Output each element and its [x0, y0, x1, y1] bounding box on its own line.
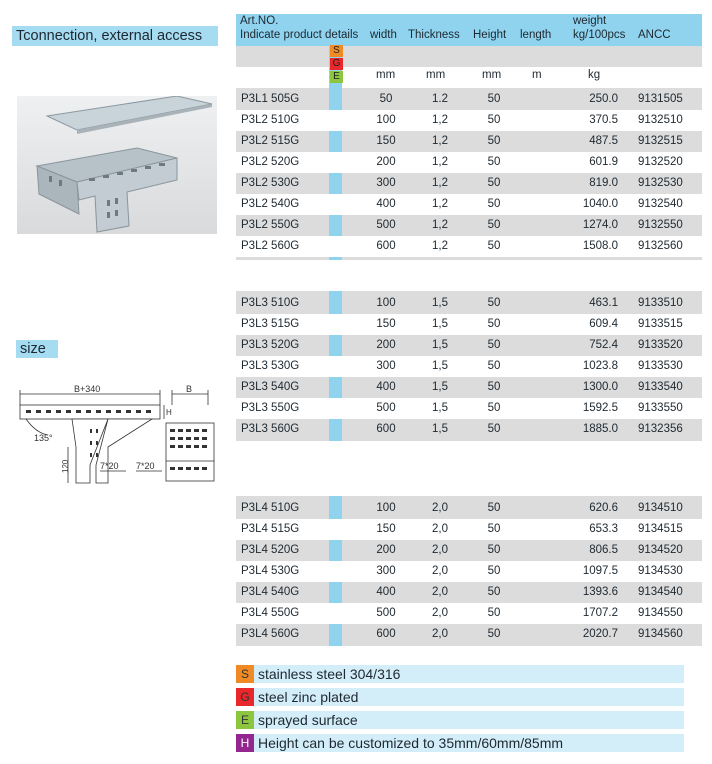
cell-width: 150: [376, 523, 396, 535]
cell-weight: 1885.0: [582, 423, 618, 435]
cell-weight: 250.0: [589, 93, 618, 105]
cell-art: P3L1 505G: [241, 93, 300, 105]
legend-item-s: [236, 665, 684, 683]
cell-ancc: 9134540: [638, 586, 683, 598]
table-row: [236, 236, 702, 257]
header-length: length: [520, 29, 552, 41]
cell-thickness: 1,5: [432, 423, 448, 435]
cell-width: 500: [376, 607, 396, 619]
cell-art: P3L2 540G: [241, 198, 300, 210]
table-row: [236, 293, 702, 314]
cell-art: P3L4 530G: [241, 565, 300, 577]
cell-ancc: 9132560: [638, 240, 683, 252]
cell-ancc: 9134560: [638, 628, 683, 640]
cell-height: 50: [487, 93, 501, 105]
cell-width: 300: [376, 565, 396, 577]
technical-drawing: [12, 385, 227, 495]
cell-height: 50: [487, 177, 501, 189]
table-row: [236, 194, 702, 215]
cell-thickness: 1,2: [432, 156, 448, 168]
table-row: [236, 152, 702, 173]
cell-art: P3L3 510G: [241, 297, 300, 309]
table-header: [236, 14, 702, 46]
cell-height: 50: [487, 135, 501, 147]
cell-width: 600: [376, 240, 396, 252]
dim-b-label: B: [186, 385, 193, 394]
table-row: [236, 215, 702, 236]
cell-ancc: 9133510: [638, 297, 683, 309]
cell-art: P3L3 520G: [241, 339, 300, 351]
table-row: [236, 519, 702, 540]
table-row: [236, 314, 702, 335]
cell-thickness: 1,5: [432, 381, 448, 393]
cell-height: 50: [487, 402, 501, 414]
cell-weight: 370.5: [589, 114, 618, 126]
cell-ancc: 9133520: [638, 339, 683, 351]
cell-width: 200: [376, 339, 396, 351]
legend-text-s: stainless steel 304/316: [258, 666, 401, 682]
cell-width: 400: [376, 381, 396, 393]
cell-height: 50: [487, 607, 501, 619]
finish-code-e: E: [330, 71, 343, 83]
cell-ancc: 9133550: [638, 402, 683, 414]
legend-code-e: E: [236, 711, 254, 729]
cell-width: 100: [376, 297, 396, 309]
cell-height: 50: [487, 360, 501, 372]
cell-thickness: 1,5: [432, 402, 448, 414]
section-title: [12, 26, 218, 46]
cell-width: 200: [376, 544, 396, 556]
dim-h-label: H: [166, 408, 172, 417]
slot1-label: 7*20: [100, 461, 119, 471]
size-label: [16, 340, 58, 358]
unit-m-l: m: [532, 69, 542, 81]
cell-height: 50: [487, 502, 501, 514]
cell-weight: 487.5: [589, 135, 618, 147]
cell-width: 150: [376, 135, 396, 147]
header-width: width: [370, 29, 397, 41]
cell-weight: 819.0: [589, 177, 618, 189]
cell-height: 50: [487, 565, 501, 577]
cell-ancc: 9132515: [638, 135, 683, 147]
cell-thickness: 2,0: [432, 565, 448, 577]
cell-thickness: 2,0: [432, 544, 448, 556]
cell-height: 50: [487, 339, 501, 351]
table-row: [236, 335, 702, 356]
cell-weight: 1274.0: [582, 219, 618, 231]
legend-code-h: H: [236, 734, 254, 752]
cell-ancc: 9134520: [638, 544, 683, 556]
cell-ancc: 9133515: [638, 318, 683, 330]
cell-weight: 1300.0: [582, 381, 618, 393]
cell-weight: 752.4: [589, 339, 618, 351]
cell-thickness: 1,2: [432, 177, 448, 189]
cell-art: P3L4 560G: [241, 628, 300, 640]
cell-thickness: 1.2: [432, 93, 448, 105]
table-row: [236, 377, 702, 398]
cell-width: 500: [376, 402, 396, 414]
header-indicate: Indicate product details: [240, 29, 359, 41]
cell-thickness: 1,2: [432, 198, 448, 210]
cell-thickness: 1,5: [432, 339, 448, 351]
cell-width: 400: [376, 198, 396, 210]
cell-height: 50: [487, 628, 501, 640]
cell-weight: 2020.7: [582, 628, 618, 640]
size-label-text: size: [20, 341, 46, 357]
legend-item-g: [236, 688, 684, 706]
legend-text-h: Height can be customized to 35mm/60mm/85mm: [258, 735, 564, 751]
cell-width: 500: [376, 219, 396, 231]
product-photo: [17, 96, 217, 234]
cell-weight: 806.5: [589, 544, 618, 556]
unit-mm-b: mm: [376, 69, 396, 81]
table-row: [236, 89, 702, 110]
cell-height: 50: [487, 523, 501, 535]
header-art-no: Art.NO.: [240, 15, 279, 27]
cell-ancc: 9134515: [638, 523, 683, 535]
cell-ancc: 9132550: [638, 219, 683, 231]
cell-weight: 1097.5: [582, 565, 618, 577]
legend-text-g: steel zinc plated: [258, 689, 359, 705]
cell-height: 50: [487, 586, 501, 598]
cell-thickness: 1,5: [432, 297, 448, 309]
cell-art: P3L3 560G: [241, 423, 300, 435]
cell-art: P3L4 510G: [241, 502, 300, 514]
cell-height: 50: [487, 156, 501, 168]
cell-ancc: 9134510: [638, 502, 683, 514]
cell-height: 50: [487, 544, 501, 556]
cell-ancc: 9132540: [638, 198, 683, 210]
cell-ancc: 9132356: [638, 423, 683, 435]
cell-ancc: 9134550: [638, 607, 683, 619]
cell-art: P3L3 540G: [241, 381, 300, 393]
cell-ancc: 9133540: [638, 381, 683, 393]
dim-120-label: 120: [61, 459, 70, 473]
cell-width: 100: [376, 502, 396, 514]
dim-top-label: B+340: [74, 385, 101, 394]
table-row: [236, 356, 702, 377]
cell-art: P3L2 515G: [241, 135, 300, 147]
cell-weight: 1592.5: [582, 402, 618, 414]
header-height: Height: [473, 29, 507, 41]
cell-art: P3L4 520G: [241, 544, 300, 556]
cell-art: P3L3 515G: [241, 318, 300, 330]
cell-weight: 601.9: [589, 156, 618, 168]
cell-thickness: 2,0: [432, 586, 448, 598]
cell-art: P3L2 560G: [241, 240, 300, 252]
cell-art: P3L3 550G: [241, 402, 300, 414]
finish-code-g: G: [330, 58, 343, 70]
cell-ancc: 9133530: [638, 360, 683, 372]
cell-height: 50: [487, 318, 501, 330]
cell-width: 200: [376, 156, 396, 168]
unit-kg-g: kg: [588, 69, 601, 81]
table-row: [236, 173, 702, 194]
cell-ancc: 9132530: [638, 177, 683, 189]
cell-thickness: 1,2: [432, 135, 448, 147]
cell-thickness: 2,0: [432, 502, 448, 514]
cell-width: 600: [376, 628, 396, 640]
cell-ancc: 9132520: [638, 156, 683, 168]
cell-height: 50: [487, 423, 501, 435]
header-weight-unit: kg/100pcs: [573, 29, 626, 41]
cell-art: P3L2 550G: [241, 219, 300, 231]
cell-height: 50: [487, 219, 501, 231]
table-row: [236, 603, 702, 624]
cell-art: P3L2 530G: [241, 177, 300, 189]
cell-art: P3L4 515G: [241, 523, 300, 535]
legend-item-e: [236, 711, 684, 729]
legend-text-e: sprayed surface: [258, 712, 358, 728]
cell-art: P3L2 510G: [241, 114, 300, 126]
cell-weight: 620.6: [589, 502, 618, 514]
unit-mm-h: mm: [482, 69, 502, 81]
cell-weight: 609.4: [589, 318, 618, 330]
table-row: [236, 540, 702, 561]
header-weight: weight: [573, 15, 607, 27]
section-title-text: Tconnection, external access: [16, 28, 203, 44]
legend-item-h: [236, 734, 684, 752]
cell-height: 50: [487, 297, 501, 309]
table-row: [236, 498, 702, 519]
cell-thickness: 1,2: [432, 114, 448, 126]
cell-ancc: 9134530: [638, 565, 683, 577]
table-row: [236, 131, 702, 152]
header-thickness: Thickness: [408, 29, 460, 41]
cell-weight: 463.1: [589, 297, 618, 309]
legend-code-g: G: [236, 688, 254, 706]
unit-mm-s: mm: [426, 69, 446, 81]
cell-width: 600: [376, 423, 396, 435]
cell-thickness: 2,0: [432, 523, 448, 535]
cell-thickness: 2,0: [432, 607, 448, 619]
table-row: [236, 419, 702, 440]
cell-art: P3L3 530G: [241, 360, 300, 372]
finish-code-s: S: [330, 45, 343, 57]
cell-thickness: 1,5: [432, 318, 448, 330]
cell-width: 150: [376, 318, 396, 330]
cell-art: P3L2 520G: [241, 156, 300, 168]
table-row: [236, 398, 702, 419]
table-row: [236, 582, 702, 603]
cell-width: 50: [379, 93, 393, 105]
cell-weight: 1508.0: [582, 240, 618, 252]
cell-thickness: 1,2: [432, 240, 448, 252]
cell-ancc: 9131505: [638, 93, 683, 105]
cell-ancc: 9132510: [638, 114, 683, 126]
table-row: [236, 110, 702, 131]
cell-width: 300: [376, 177, 396, 189]
header-ancc: ANCC: [638, 29, 671, 41]
cell-weight: 1393.6: [582, 586, 618, 598]
cell-height: 50: [487, 381, 501, 393]
cell-thickness: 2,0: [432, 628, 448, 640]
cell-weight: 1040.0: [582, 198, 618, 210]
cell-art: P3L4 540G: [241, 586, 300, 598]
cell-width: 400: [376, 586, 396, 598]
cell-weight: 1707.2: [582, 607, 618, 619]
slot2-label: 7*20: [136, 461, 155, 471]
cell-art: P3L4 550G: [241, 607, 300, 619]
cell-weight: 653.3: [589, 523, 618, 535]
cell-thickness: 1,2: [432, 219, 448, 231]
table-row: [236, 561, 702, 582]
cell-thickness: 1,5: [432, 360, 448, 372]
cell-height: 50: [487, 240, 501, 252]
angle-label: 135°: [34, 433, 53, 443]
cell-width: 100: [376, 114, 396, 126]
cell-weight: 1023.8: [582, 360, 618, 372]
table-row: [236, 624, 702, 645]
cell-height: 50: [487, 114, 501, 126]
cell-width: 300: [376, 360, 396, 372]
legend-code-s: S: [236, 665, 254, 683]
cell-height: 50: [487, 198, 501, 210]
shade-header-gap: [236, 46, 702, 67]
